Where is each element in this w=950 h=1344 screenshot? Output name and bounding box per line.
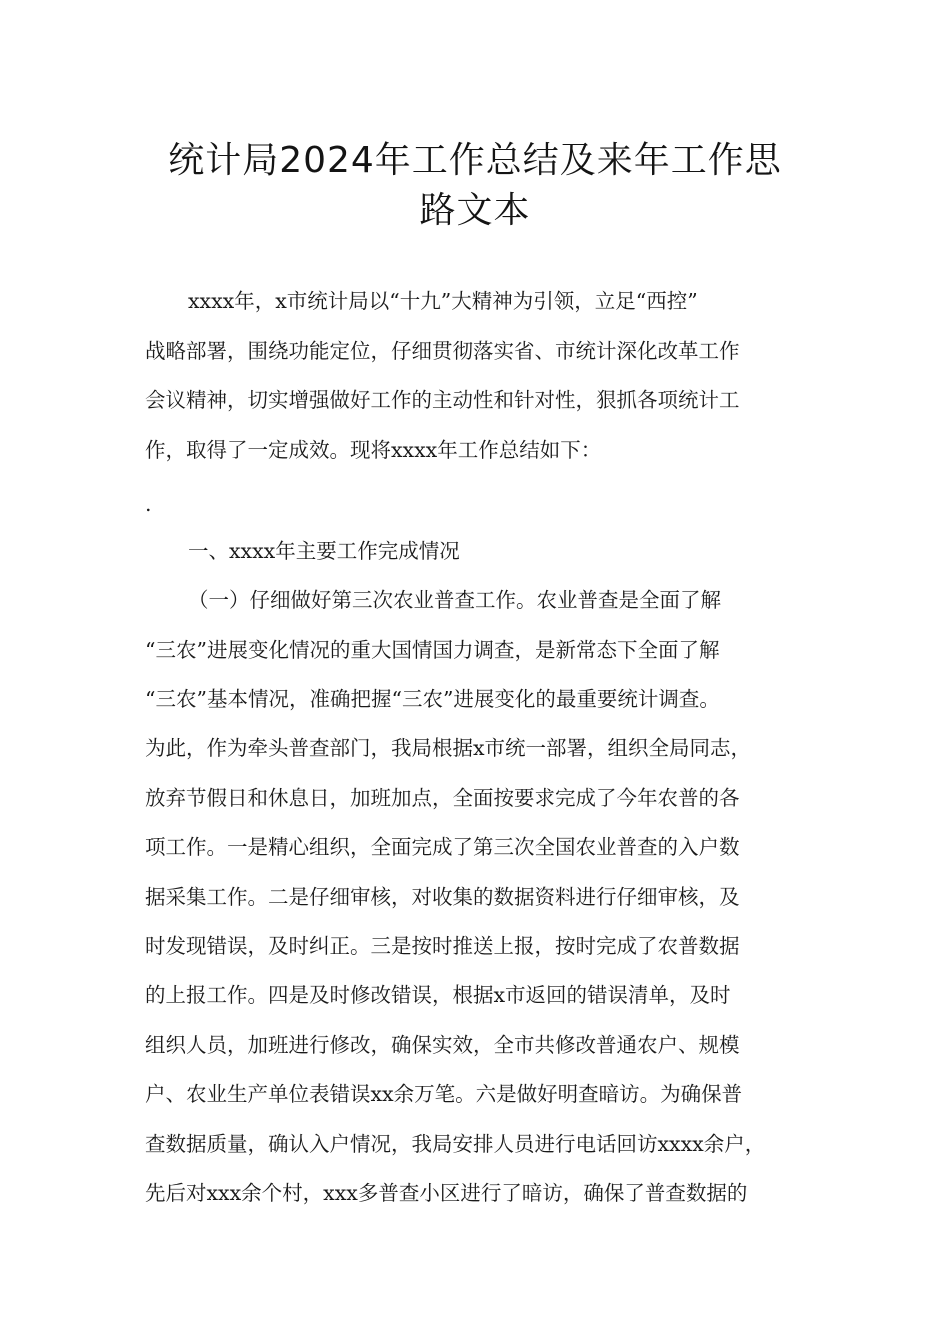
paragraph-line: 战略部署，围绕功能定位，仔细贯彻落实省、市统计深化改革工作 bbox=[145, 339, 740, 363]
paragraph-line: 项工作。一是精心组织，全面完成了第三次全国农业普查的入户数 bbox=[145, 835, 740, 859]
subsection-heading-line: （一）仔细做好第三次农业普查工作。农业普查是全面了解 bbox=[188, 588, 721, 612]
paragraph-line: “三农”基本情况，准确把握“三农”进展变化的最重要统计调查。 bbox=[145, 687, 720, 711]
section-heading: 一、xxxx年主要工作完成情况 bbox=[188, 539, 460, 563]
paragraph-line: 时发现错误，及时纠正。三是按时推送上报，按时完成了农普数据 bbox=[145, 934, 740, 958]
paragraph-line: 先后对xxx余个村，xxx多普查小区进行了暗访，确保了普查数据的 bbox=[145, 1181, 748, 1205]
document-title-line-2: 路文本 bbox=[419, 190, 531, 231]
stray-dot: . bbox=[145, 492, 152, 516]
paragraph-line: 组织人员，加班进行修改，确保实效，全市共修改普通农户、规模 bbox=[145, 1033, 740, 1057]
paragraph-line: 会议精神，切实增强做好工作的主动性和针对性，狠抓各项统计工 bbox=[145, 388, 740, 412]
paragraph-line: xxxx年，x市统计局以“十九”大精神为引领，立足“西控” bbox=[188, 289, 698, 313]
document-title-line-1: 统计局2024年工作总结及来年工作思 bbox=[168, 140, 782, 181]
paragraph-line: “三农”进展变化情况的重大国情国力调查，是新常态下全面了解 bbox=[145, 638, 720, 662]
paragraph-line: 的上报工作。四是及时修改错误，根据x市返回的错误清单，及时 bbox=[145, 983, 731, 1007]
paragraph-line: 作，取得了一定成效。现将xxxx年工作总结如下： bbox=[145, 438, 602, 462]
paragraph-line: 据采集工作。二是仔细审核，对收集的数据资料进行仔细审核，及 bbox=[145, 885, 740, 909]
paragraph-line: 为此，作为牵头普查部门，我局根据x市统一部署，组织全局同志， bbox=[145, 736, 752, 760]
paragraph-line: 户、农业生产单位表错误xx余万笔。六是做好明查暗访。为确保普 bbox=[145, 1082, 743, 1106]
paragraph-line: 查数据质量，确认入户情况，我局安排人员进行电话回访xxxx余户， bbox=[145, 1132, 766, 1156]
paragraph-line: 放弃节假日和休息日，加班加点，全面按要求完成了今年农普的各 bbox=[145, 786, 740, 810]
